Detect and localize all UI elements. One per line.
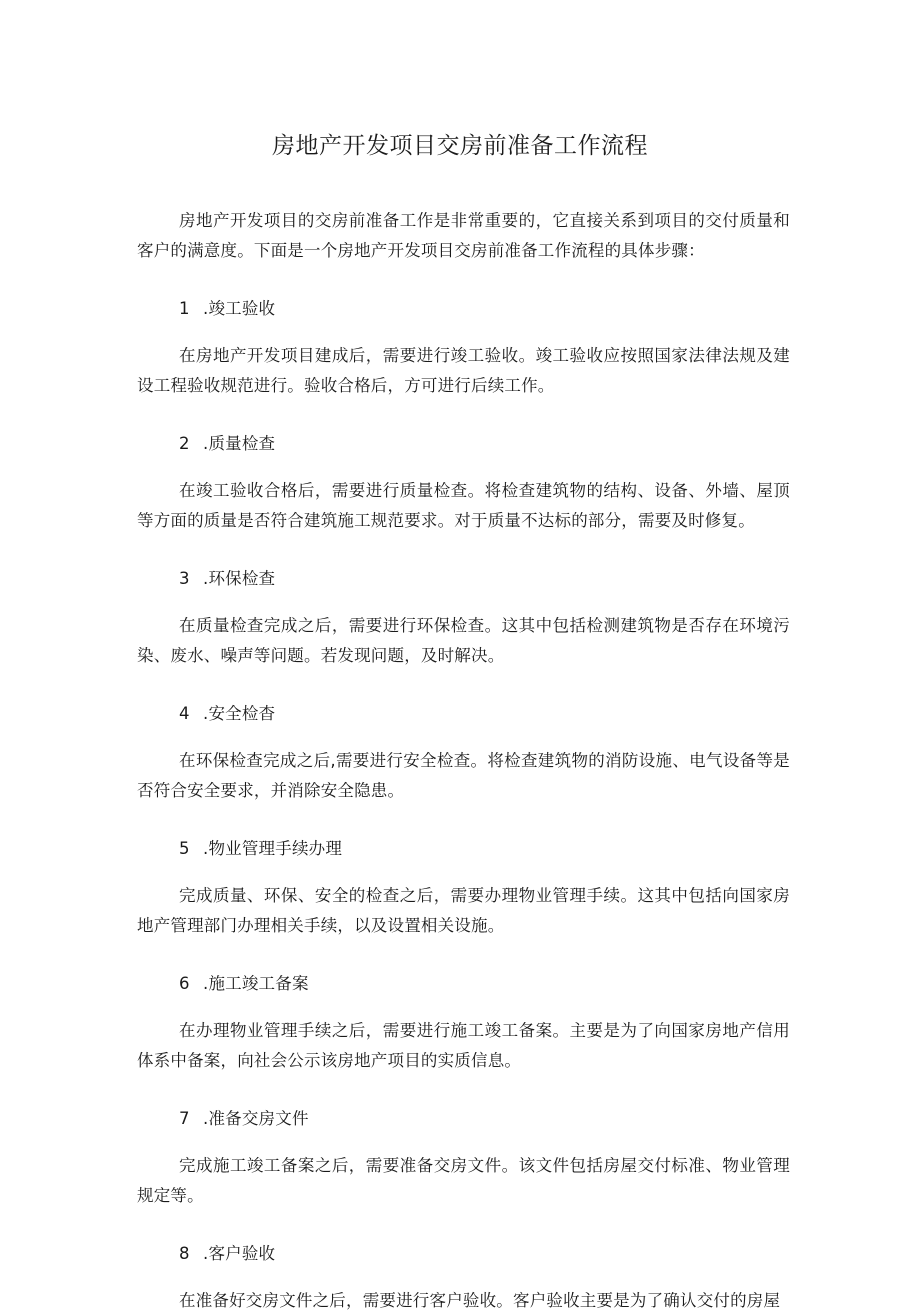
section-body: 在办理物业管理手续之后，需要进行施工竣工备案。主要是为了向国家房地产信用体系中备案，向社会公示该房地产项目的实质信息。 (137, 1021, 790, 1070)
section-heading (137, 1104, 790, 1134)
section-number: 6 (179, 974, 190, 993)
section-6 (137, 969, 790, 1104)
section-heading (137, 834, 790, 864)
section-number: 7 (179, 1109, 190, 1128)
section-body: 在质量检查完成之后，需要进行环保检查。这其中包括检测建筑物是否存在环境污染、废水、噪声等问题。若发现问题，及时解决。 (137, 616, 790, 665)
section-heading (137, 969, 790, 999)
section-heading-text: .准备交房文件 (203, 1109, 309, 1128)
section-number: 4 (179, 704, 190, 723)
section-4 (137, 699, 790, 834)
section-number: 5 (179, 839, 190, 858)
section-body: 完成质量、环保、安全的检查之后，需要办理物业管理手续。这其中包括向国家房地产管理部门办理相关手续，以及设置相关设施。 (137, 886, 790, 935)
section-heading-text: .质量检查 (203, 434, 276, 453)
document-body (137, 206, 790, 1316)
section-heading (137, 564, 790, 594)
section-heading (137, 294, 790, 324)
section-heading-text: .施工竣工备案 (203, 974, 309, 993)
section-5 (137, 834, 790, 969)
section-heading (137, 699, 790, 729)
section-heading-text: .安全检杳 (203, 704, 276, 723)
section-number: 8 (179, 1244, 190, 1263)
section-heading-text: .客户验收 (203, 1244, 276, 1263)
intro-paragraph: 房地产开发项目的交房前准备工作是非常重要的，它直接关系到项目的交付质量和客户的满意度。下面是一个房地产开发项目交房前准备工作流程的具体步骤： (137, 211, 790, 260)
section-heading (137, 429, 790, 459)
section-8 (137, 1239, 790, 1316)
section-2 (137, 429, 790, 564)
section-body: 完成施工竣工备案之后，需要准备交房文件。该文件包括房屋交付标准、物业管理规定等。 (137, 1156, 790, 1205)
section-number: 3 (179, 569, 190, 588)
section-number: 2 (179, 434, 190, 453)
section-heading-text: .物业管理手续办理 (203, 839, 343, 858)
section-heading (137, 1239, 790, 1269)
section-number: 1 (179, 299, 190, 318)
document-title: 房地产开发项目交房前准备工作流程 (272, 133, 648, 159)
section-heading-text: .环保检查 (203, 569, 276, 588)
section-7 (137, 1104, 790, 1239)
section-3 (137, 564, 790, 699)
section-body: 在环保检查完成之后,需要进行安全检查。将检查建筑物的消防设施、电气设备等是否符合安全要求，并消除安全隐患。 (137, 751, 790, 800)
section-body: 在准备好交房文件之后，需要进行客户验收。客户验收主要是为了确认交付的房屋 (179, 1291, 781, 1310)
section-body: 在房地产开发项目建成后，需要进行竣工验收。竣工验收应按照国家法律法规及建设工程验收规范进行。验收合格后，方可进行后续工作。 (137, 346, 790, 395)
section-heading-text: .竣工验收 (203, 299, 276, 318)
section-body: 在竣工验收合格后，需要进行质量检查。将检查建筑物的结构、设备、外墙、屋顶等方面的质量是否符合建筑施工规范要求。对于质量不达标的部分，需要及时修复。 (137, 481, 790, 530)
section-1 (137, 294, 790, 429)
